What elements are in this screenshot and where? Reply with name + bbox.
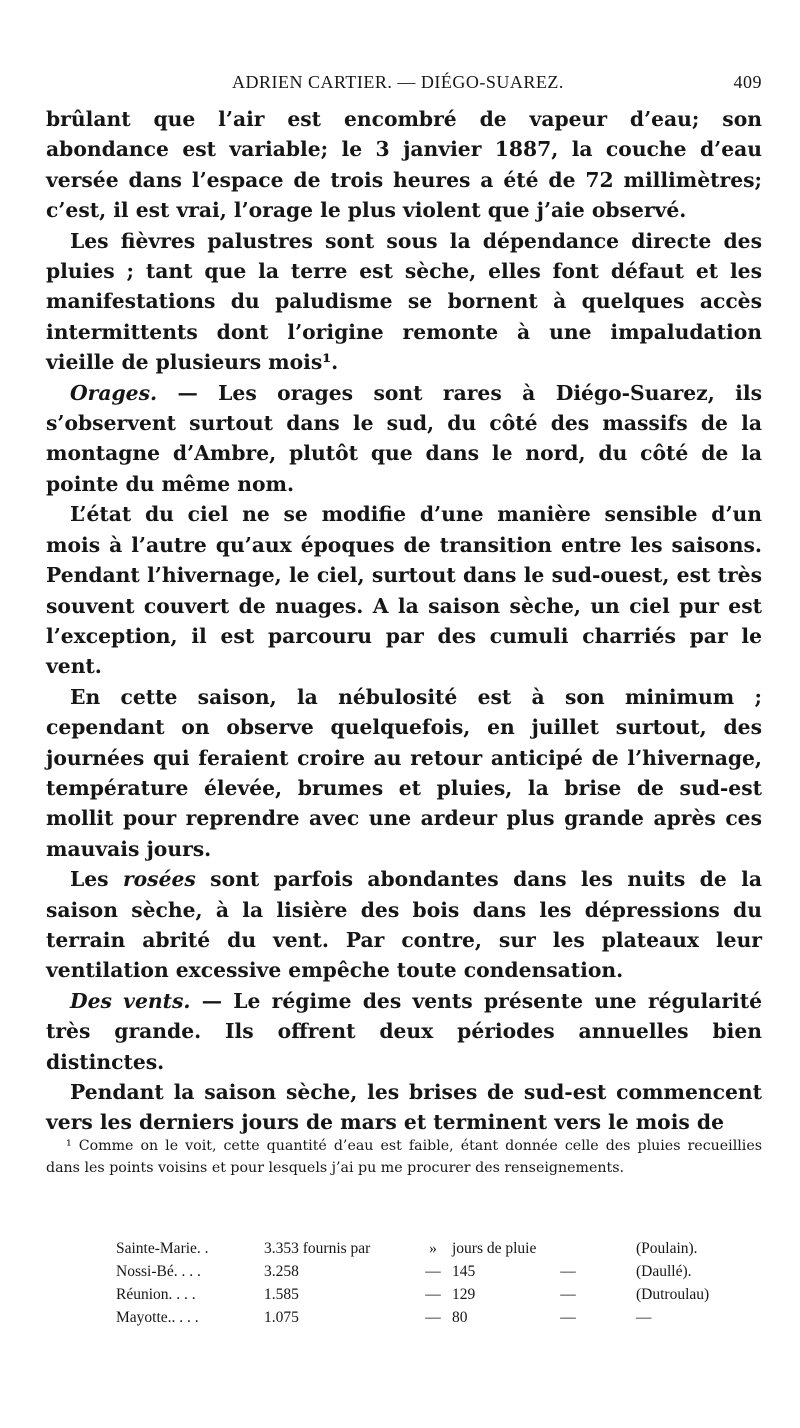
table-row: Sainte-Marie. . 3.353 fournis par » jours de pluie (Poulain). — [116, 1240, 698, 1257]
table-row: Mayotte.. . . . 1.075 — 80 — — — [116, 1309, 652, 1326]
paragraph-vents: Des vents. — Le régime des vents présente une régularité très grande. Ils offrent deux périodes annuelles bien distinctes. — [46, 988, 762, 1074]
section-lead: Orages. — [70, 380, 158, 405]
page-number: 409 — [733, 72, 762, 92]
footnote — [46, 1135, 762, 1179]
table-row: Nossi-Bé. . . . 3.258 — 145 — (Daullé). — [116, 1263, 692, 1280]
table-row: Réunion. . . . 1.585 — 129 — (Dutroulau) — [116, 1286, 710, 1303]
paragraph-orages: Orages. — Les orages sont rares à Diégo-Suarez, ils s’observent surtout dans le sud, du côté des massifs de la montagne d’Ambre, plutôt que dans le nord, du côté de la pointe du même nom. — [46, 380, 762, 496]
running-title: ADRIEN CARTIER. — DIÉGO-SUAREZ. — [232, 72, 564, 92]
body-text — [46, 104, 762, 1138]
rainfall-table — [116, 1240, 746, 1332]
emphasis: rosées — [122, 867, 196, 892]
paragraph: brûlant que l’air est encombré de vapeur d’eau; son abondance est variable; le 3 janvier 1887, la couche d’eau versée dans l’espace de trois heures a été de 72 millimètres; c’est, il est vrai, l’orage le plus violent que j’aie observé. — [46, 107, 762, 223]
paragraph: Les fièvres palustres sont sous la dépendance directe des pluies ; tant que la terre est sèche, elles font défaut et les manifestations du paludisme se bornent à quelques accès intermittents dont l’origine remonte à une impaludation vieille de plusieurs mois¹. — [46, 228, 762, 375]
running-head — [46, 72, 762, 98]
paragraph: En cette saison, la nébulosité est à son minimum ; cependant on observe quelquefois, en juillet surtout, des journées qui feraient croire au retour anticipé de l’hivernage, température élevée, brumes et pluies, la brise de sud-est mollit pour reprendre avec une ardeur plus grande après ces mauvais jours. — [46, 684, 762, 861]
paragraph-rosees: Les rosées sont parfois abondantes dans les nuits de la saison sèche, à la lisière des bois dans les dépressions du terrain abrité du vent. Par contre, sur les plateaux leur ventilation excessive empêche toute condensation. — [46, 867, 762, 983]
section-lead: Des vents. — [70, 988, 191, 1013]
paragraph: Pendant la saison sèche, les brises de sud-est commencent vers les derniers jours de mars et terminent vers le mois de — [46, 1080, 762, 1135]
footnote-text: ¹ Comme on le voit, cette quantité d’eau est faible, étant donnée celle des pluies recueillies dans les points voisins et pour lesquels j’ai pu me procurer des renseignements. — [46, 1138, 762, 1176]
paragraph: L’état du ciel ne se modifie d’une manière sensible d’un mois à l’autre qu’aux époques de transition entre les saisons. Pendant l’hivernage, le ciel, surtout dans le sud-ouest, est très souvent couvert de nuages. A la saison sèche, un ciel pur est l’exception, il est parcouru par des cumuli charriés par le vent. — [46, 502, 762, 679]
